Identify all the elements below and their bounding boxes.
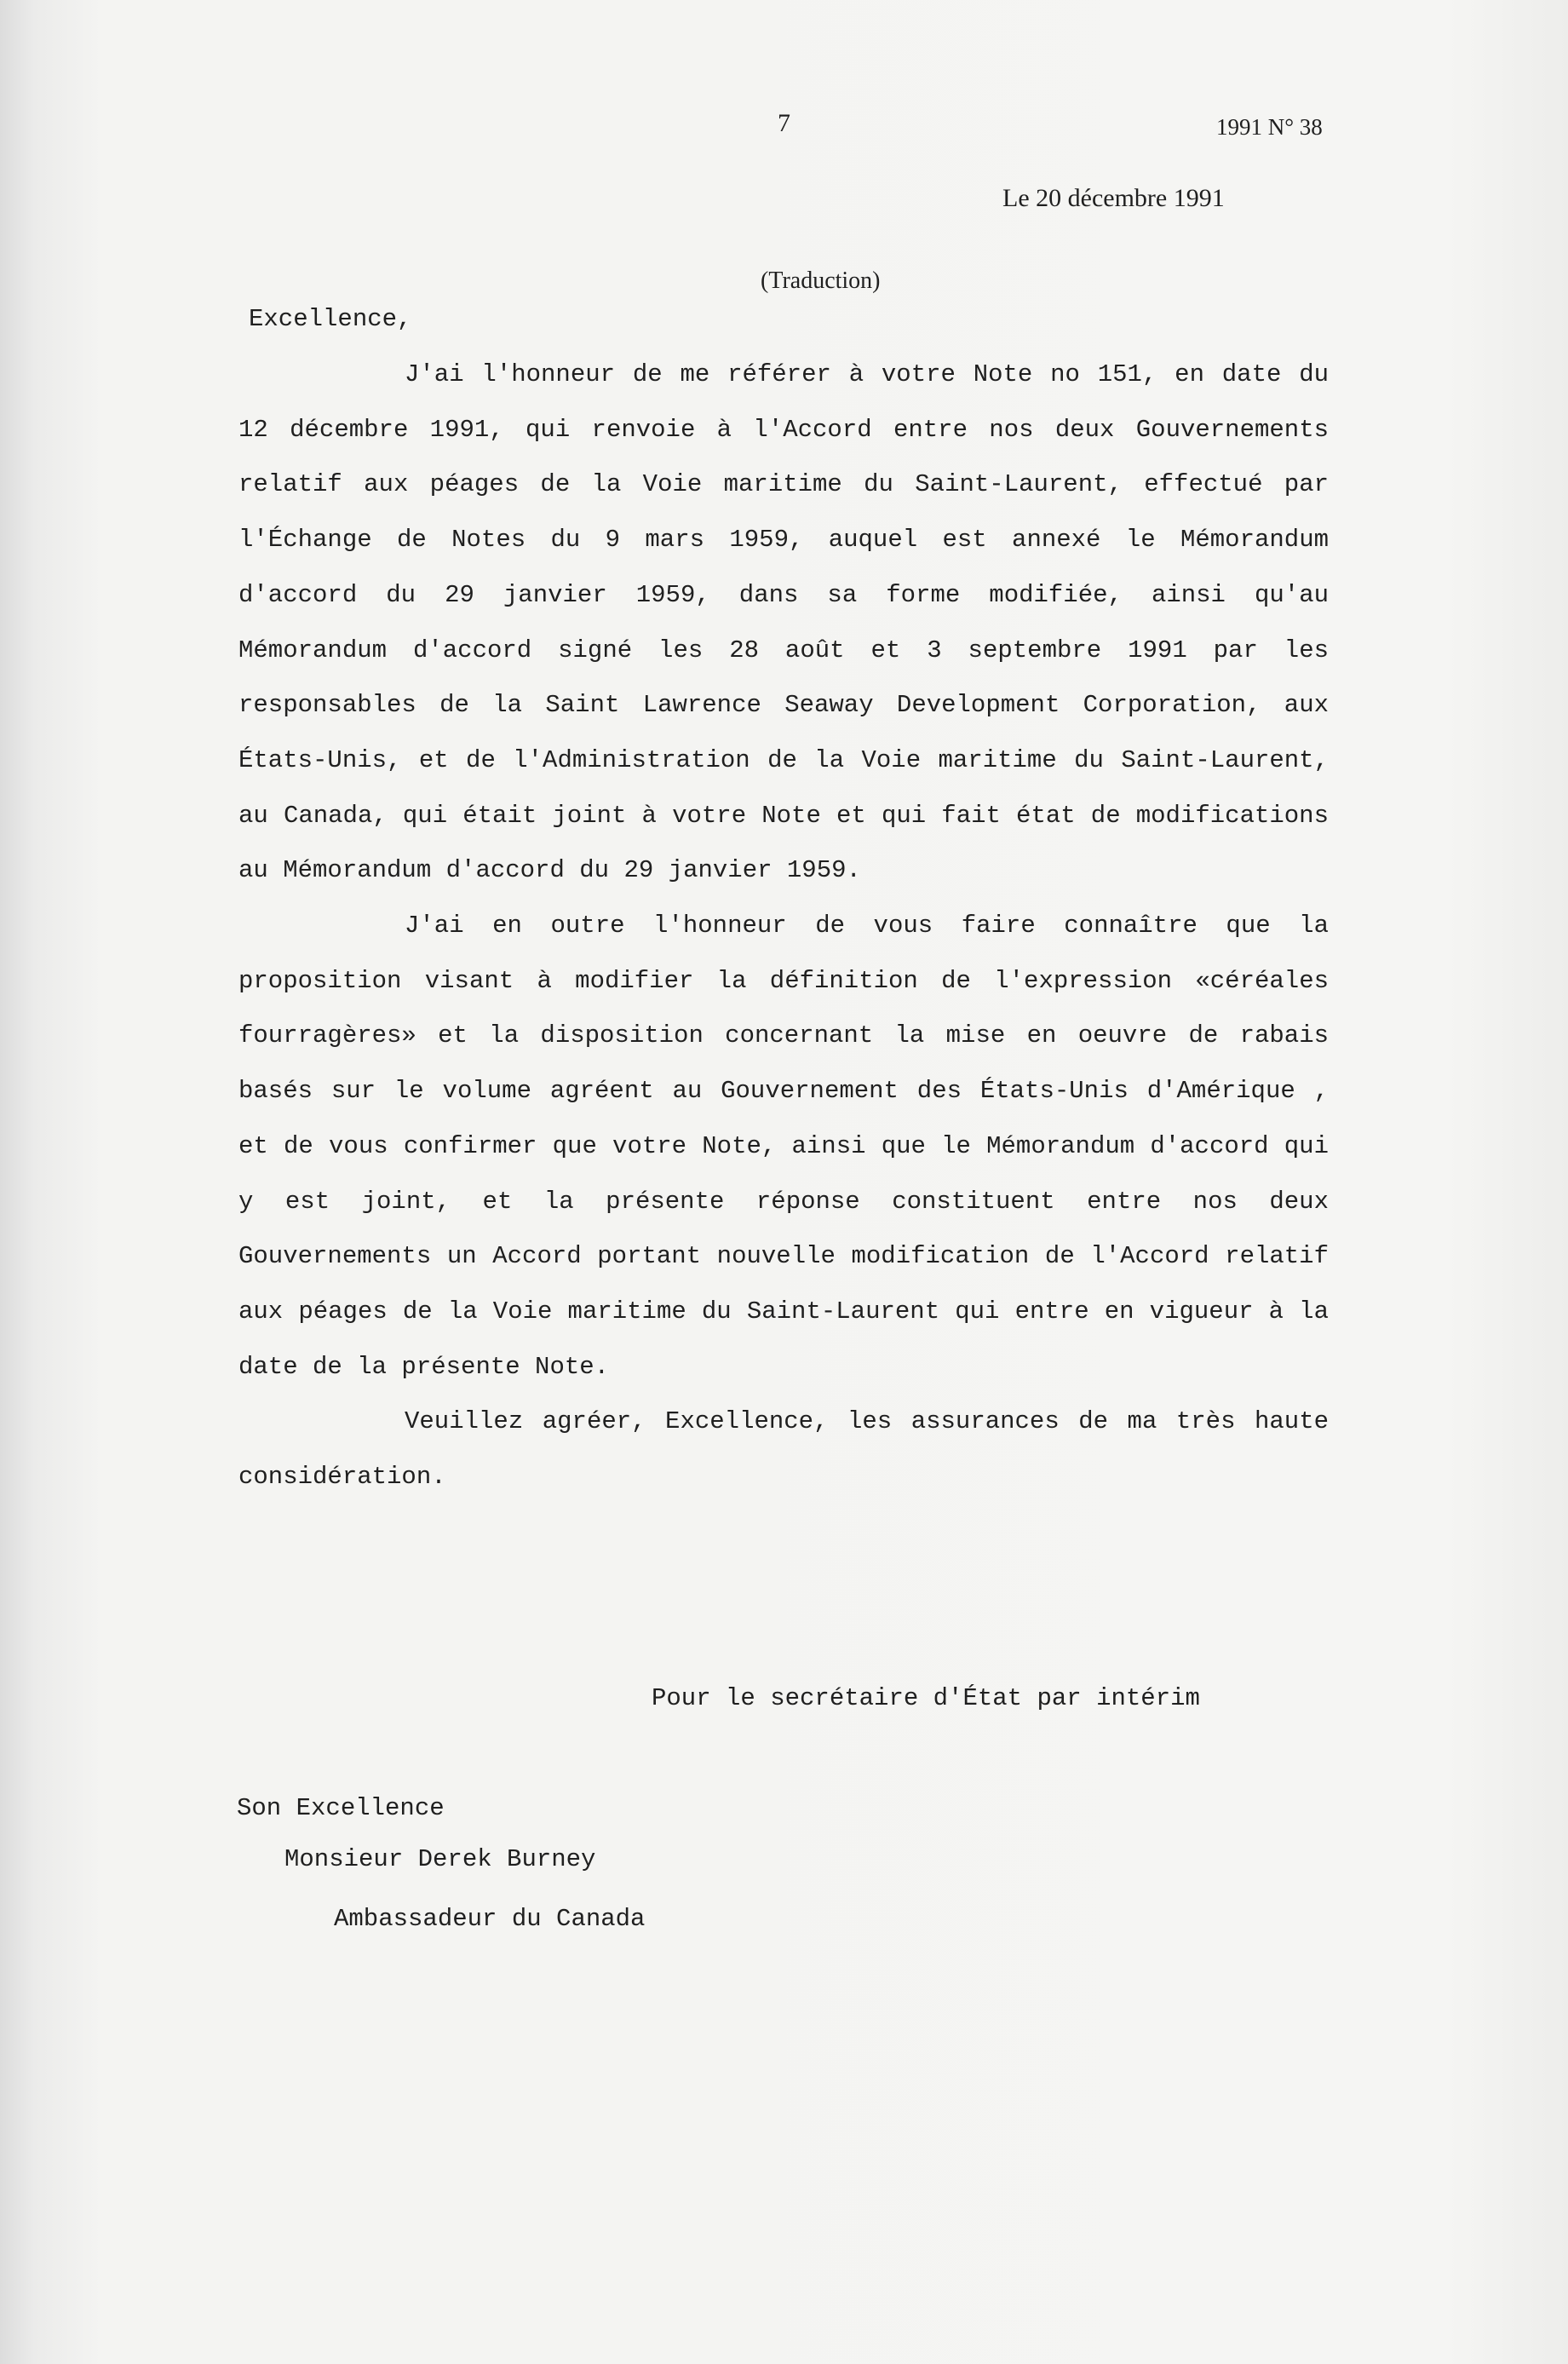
letter-date: Le 20 décembre 1991	[1002, 184, 1225, 212]
signature-line: Pour le secrétaire d'État par intérim	[652, 1684, 1200, 1712]
letter-body	[238, 348, 1329, 1505]
addressee-position: Ambassadeur du Canada	[334, 1905, 646, 1933]
paragraph-closing-courtesy: Veuillez agréer, Excellence, les assurances de ma très haute considération.	[238, 1407, 1329, 1492]
salutation: Excellence,	[249, 305, 412, 333]
addressee-name: Monsieur Derek Burney	[284, 1845, 596, 1873]
addressee-title: Son Excellence	[237, 1794, 445, 1822]
page-number: 7	[778, 109, 790, 137]
paragraph-agreement-confirmation: J'ai en outre l'honneur de vous faire connaître que la proposition visant à modifier la définition de l'expression «céréales fourragères» et la disposition concernant la mise en oeuvre de rabais basés sur le volume agréent au Gouvernement des États-Unis d'Amérique , et de vous confirmer que votre Note, ainsi que le Mémorandum d'accord qui y est joint, et la présente réponse constituent entre nos deux Gouvernements un Accord portant nouvelle modification de l'Accord relatif aux péages de la Voie maritime du Saint-Laurent qui entre en vigueur à la date de la présente Note.	[238, 912, 1329, 1381]
paragraph-reference-to-note: J'ai l'honneur de me référer à votre Note no 151, en date du 12 décembre 1991, qui renvoie à l'Accord entre nos deux Gouvernements relatif aux péages de la Voie maritime du Saint-Laurent, effectué par l'Échange de Notes du 9 mars 1959, auquel est annexé le Mémorandum d'accord du 29 janvier 1959, dans sa forme modifiée, ainsi qu'au Mémorandum d'accord signé les 28 août et 3 septembre 1991 par les responsables de la Saint Lawrence Seaway Development Corporation, aux États-Unis, et de l'Administration de la Voie maritime du Saint-Laurent, au Canada, qui était joint à votre Note et qui fait état de modifications au Mémorandum d'accord du 29 janvier 1959.	[238, 360, 1329, 885]
translation-note: (Traduction)	[761, 267, 881, 294]
document-reference: 1991 N° 38	[1216, 114, 1323, 140]
